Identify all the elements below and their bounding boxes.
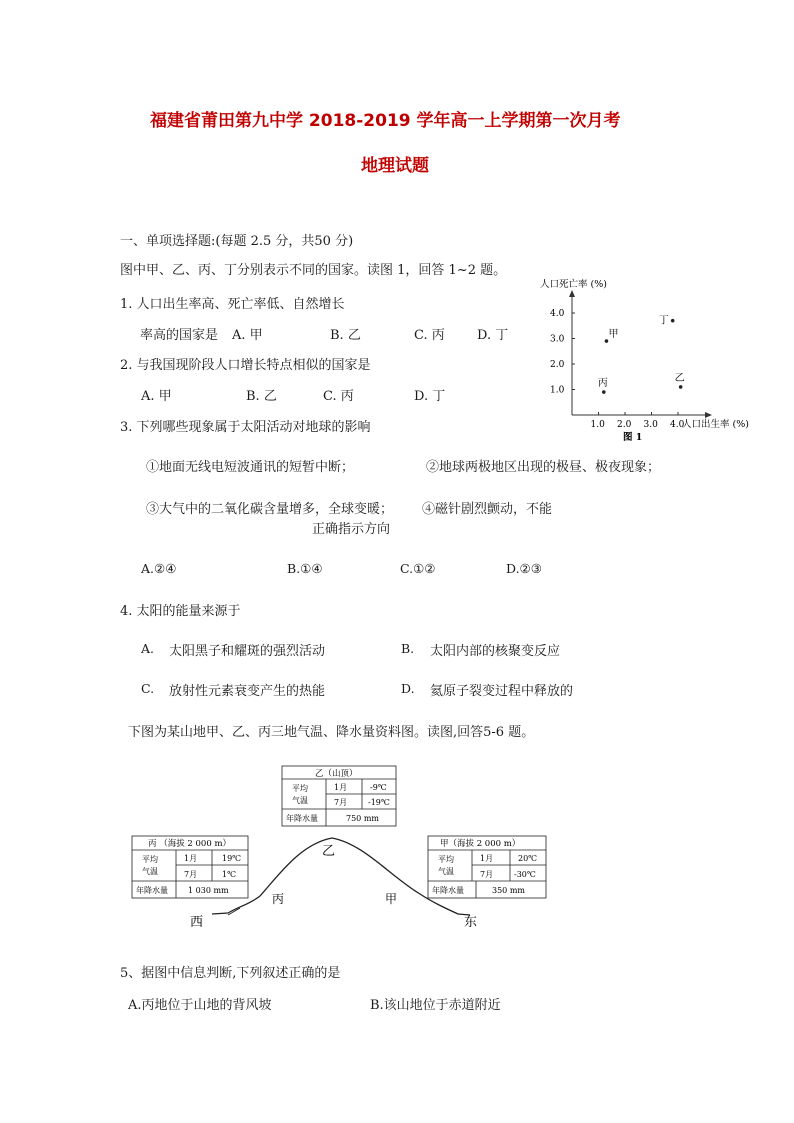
q4-option-c-letter[interactable]: C. xyxy=(141,681,155,696)
q3-option-c[interactable]: C.①② xyxy=(400,561,436,576)
q4-option-a-text[interactable]: 太阳黑子和耀斑的强烈活动 xyxy=(169,644,326,659)
q1-stem: 1. 人口出生率高、死亡率低、自然增长 xyxy=(120,297,345,312)
data-point-label: 丁 xyxy=(658,315,669,327)
x-tick-label: 3.0 xyxy=(643,420,658,430)
q2-stem: 2. 与我国现阶段人口增长特点相似的国家是 xyxy=(120,358,371,373)
q1-option-b[interactable]: B. 乙 xyxy=(330,328,361,343)
q4-stem: 4. 太阳的能量来源于 xyxy=(120,604,241,619)
table-yi-r1-temp: -9℃ xyxy=(370,783,387,792)
q4-option-a-letter[interactable]: A. xyxy=(141,641,155,656)
table-jia-r2-temp: -30℃ xyxy=(514,870,536,879)
x-tick-label: 2.0 xyxy=(617,420,632,430)
table-bing-r2-temp: 1℃ xyxy=(222,870,237,879)
table-yi-r2-temp: -19℃ xyxy=(368,798,390,807)
q1-option-a[interactable]: A. 甲 xyxy=(232,328,263,343)
y-tick-label: 2.0 xyxy=(550,360,565,370)
data-point-3 xyxy=(602,390,606,394)
data-point-label: 乙 xyxy=(674,372,685,384)
q2-option-d[interactable]: D. 丁 xyxy=(414,389,446,404)
figure-1-scatter-chart xyxy=(530,272,770,447)
q4-option-b-text[interactable]: 太阳内部的核聚变反应 xyxy=(430,644,561,659)
q1-stem-cont: 率高的国家是 xyxy=(140,328,219,343)
table-jia-precip-label: 年降水量 xyxy=(432,886,464,895)
chart-title: 图 1 xyxy=(623,432,643,443)
table-bing-r1-month: 1月 xyxy=(184,854,198,863)
y-tick-label: 4.0 xyxy=(550,309,565,319)
table-yi-r2-month: 7月 xyxy=(334,798,348,807)
table-yi-precip-label: 年降水量 xyxy=(286,814,318,823)
q5-stem: 5、据图中信息判断,下列叙述正确的是 xyxy=(120,966,341,981)
table-yi-r1-month: 1月 xyxy=(334,783,348,792)
table-jia-precip-value: 350 mm xyxy=(492,886,525,895)
section-heading: 一、单项选择题:(每题 2.5 分，共50 分) xyxy=(120,234,354,249)
table-jia-r1-month: 1月 xyxy=(480,854,494,863)
q1-option-d[interactable]: D. 丁 xyxy=(477,328,509,343)
q3-item-4-cont: 正确指示方向 xyxy=(312,522,391,537)
table-yi-temp-label-1: 平均 xyxy=(292,784,308,793)
table-jia-r2-month: 7月 xyxy=(480,870,494,879)
q5-option-a[interactable]: A.丙地位于山地的背风坡 xyxy=(128,998,272,1013)
y-axis-arrow xyxy=(569,290,575,297)
q2-option-b[interactable]: B. 乙 xyxy=(246,389,277,404)
page-subtitle: 地理试题 xyxy=(361,156,429,176)
table-bing-header: 丙 （海拔 2 000 m） xyxy=(148,839,232,849)
mountain-profile xyxy=(212,838,470,915)
west-label: 西 xyxy=(190,915,204,930)
slope-label-jia: 甲 xyxy=(385,892,398,906)
q3-option-a[interactable]: A.②④ xyxy=(141,561,177,576)
table-bing-precip-label: 年降水量 xyxy=(136,886,168,895)
q1-option-c[interactable]: C. 丙 xyxy=(414,328,445,343)
page-title: 福建省莆田第九中学 2018-2019 学年高一上学期第一次月考 xyxy=(150,111,621,131)
peak-label-yi: 乙 xyxy=(322,844,336,859)
mountain-climate-figure xyxy=(120,758,560,932)
table-jia-header: 甲（海拔 2 000 m） xyxy=(440,839,521,849)
data-point-label: 甲 xyxy=(608,329,619,341)
q3-option-d[interactable]: D.②③ xyxy=(506,561,542,576)
table-bing-temp-label-1: 平均 xyxy=(142,855,158,864)
chart-ylabel: 人口死亡率 (%) xyxy=(540,279,607,290)
q4-option-b-letter[interactable]: B. xyxy=(401,641,415,656)
data-point-2 xyxy=(679,385,683,389)
q4-option-d-text[interactable]: 氦原子裂变过程中释放的 xyxy=(430,684,574,699)
x-tick-label: 4.0 xyxy=(670,420,685,430)
q3-item-1: ①地面无线电短波通讯的短暂中断； xyxy=(146,460,355,475)
q3-option-b[interactable]: B.①④ xyxy=(287,561,323,576)
q3-stem: 3. 下列哪些现象属于太阳活动对地球的影响 xyxy=(120,420,371,435)
q3-item-4: ④磁针剧烈颤动，不能 xyxy=(422,502,553,517)
x-tick-label: 1.0 xyxy=(590,420,605,430)
east-label: 东 xyxy=(464,915,478,930)
q5-option-b[interactable]: B.该山地位于赤道附近 xyxy=(370,998,501,1013)
table-yi-temp-label-2: 气温 xyxy=(292,796,308,805)
table-bing-temp-label-2: 气温 xyxy=(142,867,158,876)
q5-6-intro: 下图为某山地甲、乙、丙三地气温、降水量资料图。读图,回答5-6 题。 xyxy=(128,725,535,740)
table-bing-r1-temp: 19℃ xyxy=(222,854,242,863)
y-tick-label: 1.0 xyxy=(550,385,565,396)
table-jia-temp-label-1: 平均 xyxy=(438,855,454,864)
q4-option-c-text[interactable]: 放射性元素衰变产生的热能 xyxy=(169,684,326,699)
q4-option-d-letter[interactable]: D. xyxy=(401,681,415,696)
q2-option-a[interactable]: A. 甲 xyxy=(141,389,172,404)
data-point-label: 丙 xyxy=(597,378,608,390)
q3-item-2: ②地球两极地区出现的极昼、极夜现象； xyxy=(426,460,661,475)
y-tick-label: 3.0 xyxy=(550,334,565,345)
q2-option-c[interactable]: C. 丙 xyxy=(323,389,354,404)
section-intro: 图中甲、乙、丙、丁分别表示不同的国家。读图 1，回答 1~2 题。 xyxy=(120,263,507,278)
chart-xlabel: 人口出生率 (%) xyxy=(682,419,749,430)
table-bing-r2-month: 7月 xyxy=(184,870,198,879)
table-jia-r1-temp: 20℃ xyxy=(518,854,538,863)
table-yi-header: 乙（山顶） xyxy=(315,769,358,779)
q3-item-3: ③大气中的二氧化碳含量增多，全球变暖； xyxy=(146,502,394,517)
x-axis-arrow xyxy=(705,412,712,418)
table-yi-precip-value: 750 mm xyxy=(346,814,379,823)
table-jia-temp-label-2: 气温 xyxy=(438,867,454,876)
table-bing-precip-value: 1 030 mm xyxy=(188,886,229,895)
slope-label-bing: 丙 xyxy=(272,892,285,906)
data-point-4 xyxy=(671,319,675,323)
